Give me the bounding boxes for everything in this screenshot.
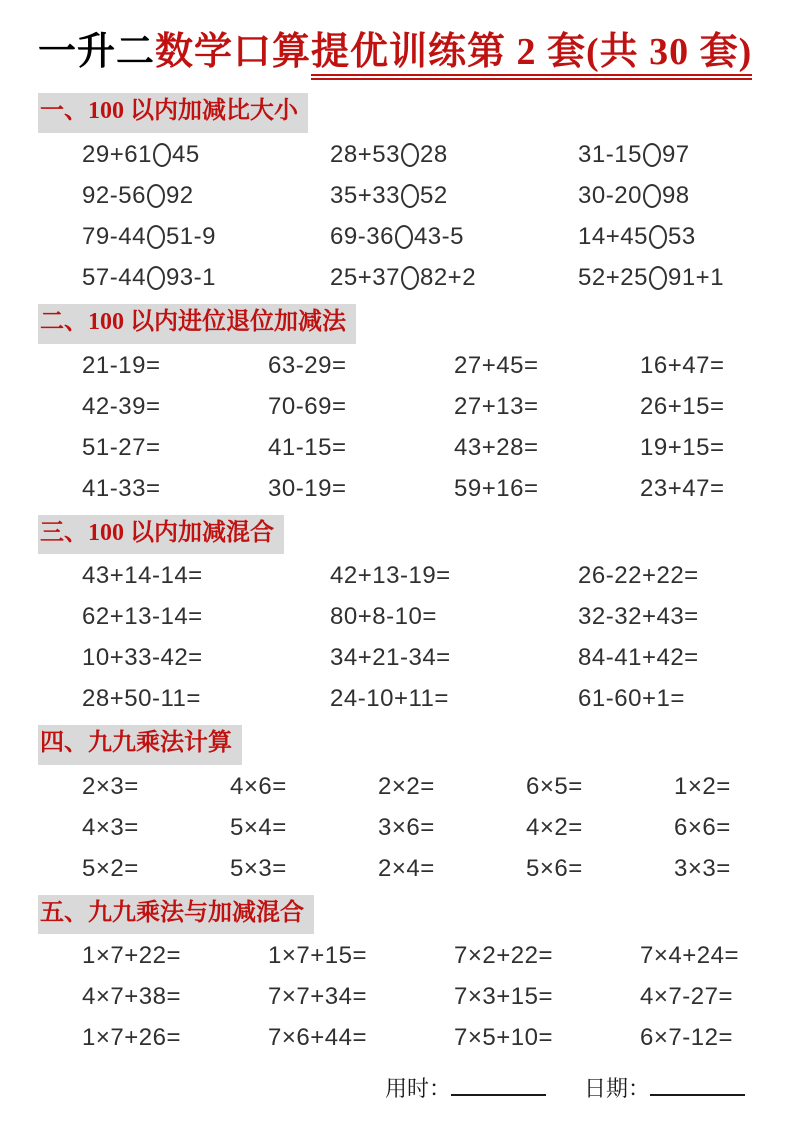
problem-cell: 4×2= (526, 813, 583, 841)
section-1 (38, 93, 745, 298)
section-heading: 三、100 以内加减混合 (38, 515, 284, 555)
problem-grid (82, 134, 745, 298)
problem-cell: 42+13-19= (330, 562, 451, 590)
problem-cell: 7×6+44= (268, 1024, 367, 1052)
problem-cell: 4×6= (230, 772, 287, 800)
problem-cell: 27+45= (454, 351, 539, 379)
problem-cell: 21-19= (82, 351, 161, 379)
problem-cell: 4×3= (82, 813, 139, 841)
problem-cell: 4×7-27= (640, 983, 733, 1011)
problem-cell: 5×2= (82, 854, 139, 882)
comparison-circle (401, 266, 419, 290)
comparison-circle (147, 225, 165, 249)
problem-cell: 92-56 92 (82, 181, 194, 209)
problem-cell: 30-20 98 (578, 181, 690, 209)
problem-cell: 19+15= (640, 433, 725, 461)
title-set-part: 提优训练第 2 套(共 30 套) (311, 31, 752, 80)
problem-cell: 42-39= (82, 392, 161, 420)
problem-cell: 41-33= (82, 474, 161, 502)
section-heading: 二、100 以内进位退位加减法 (38, 304, 356, 344)
problem-cell: 63-29= (268, 351, 347, 379)
problem-cell: 69-36 43-5 (330, 222, 465, 250)
date-label: 日期： (583, 1076, 650, 1102)
problem-cell: 25+37 82+2 (330, 263, 477, 291)
problem-cell: 16+47= (640, 351, 725, 379)
problem-cell: 27+13= (454, 392, 539, 420)
problem-cell: 28+53 28 (330, 140, 448, 168)
problem-cell: 43+14-14= (82, 562, 203, 590)
section-heading: 一、100 以内加减比大小 (38, 93, 308, 133)
problem-cell: 52+25 91+1 (578, 263, 725, 291)
comparison-circle (147, 266, 165, 290)
problem-cell: 84-41+42= (578, 644, 699, 672)
problem-grid (82, 555, 745, 719)
problem-cell: 23+47= (640, 474, 725, 502)
problem-cell: 1×7+15= (268, 942, 367, 970)
problem-cell: 14+45 53 (578, 222, 696, 250)
comparison-circle (649, 225, 667, 249)
problem-cell: 1×7+26= (82, 1024, 181, 1052)
problem-grid (82, 935, 745, 1058)
comparison-circle (395, 225, 413, 249)
problem-cell: 28+50-11= (82, 685, 201, 713)
problem-cell: 2×2= (378, 772, 435, 800)
problem-cell: 31-15 97 (578, 140, 690, 168)
problem-cell: 5×3= (230, 854, 287, 882)
footer (38, 1072, 745, 1103)
problem-cell: 61-60+1= (578, 685, 685, 713)
problem-cell: 6×6= (674, 813, 731, 841)
problem-cell: 30-19= (268, 474, 347, 502)
problem-cell: 24-10+11= (330, 685, 449, 713)
comparison-circle (401, 143, 419, 167)
problem-cell: 80+8-10= (330, 603, 437, 631)
problem-cell: 7×7+34= (268, 983, 367, 1011)
problem-cell: 6×7-12= (640, 1024, 733, 1052)
comparison-circle (401, 184, 419, 208)
problem-cell: 7×2+22= (454, 942, 553, 970)
problem-cell: 5×6= (526, 854, 583, 882)
problem-grid (82, 345, 745, 509)
problem-cell: 62+13-14= (82, 603, 203, 631)
time-blank-line (451, 1072, 546, 1096)
section-4 (38, 725, 745, 889)
comparison-circle (147, 184, 165, 208)
problem-cell: 26-22+22= (578, 562, 699, 590)
problem-cell: 41-15= (268, 433, 347, 461)
problem-cell: 3×6= (378, 813, 435, 841)
problem-cell: 32-32+43= (578, 603, 699, 631)
problem-cell: 7×3+15= (454, 983, 553, 1011)
problem-cell: 43+28= (454, 433, 539, 461)
date-blank-line (650, 1072, 745, 1096)
comparison-circle (643, 184, 661, 208)
problem-cell: 10+33-42= (82, 644, 203, 672)
comparison-circle (153, 143, 171, 167)
problem-cell: 6×5= (526, 772, 583, 800)
title-grade-part: 一升二 (38, 31, 156, 73)
problem-cell: 26+15= (640, 392, 725, 420)
section-2 (38, 304, 745, 509)
problem-cell: 5×4= (230, 813, 287, 841)
problem-cell: 34+21-34= (330, 644, 451, 672)
problem-cell: 2×4= (378, 854, 435, 882)
problem-cell: 57-44 93-1 (82, 263, 217, 291)
problem-cell: 4×7+38= (82, 983, 181, 1011)
problem-cell: 7×5+10= (454, 1024, 553, 1052)
page-title (38, 28, 753, 77)
problem-cell: 3×3= (674, 854, 731, 882)
problem-cell: 79-44 51-9 (82, 222, 217, 250)
problem-cell: 2×3= (82, 772, 139, 800)
problem-cell: 29+61 45 (82, 140, 200, 168)
comparison-circle (649, 266, 667, 290)
comparison-circle (643, 143, 661, 167)
section-heading: 四、九九乘法计算 (38, 725, 242, 765)
section-5 (38, 895, 745, 1059)
title-subject-part: 数学口算 (155, 31, 312, 73)
problem-cell: 1×7+22= (82, 942, 181, 970)
problem-cell: 7×4+24= (640, 942, 739, 970)
section-3 (38, 515, 745, 720)
problem-cell: 70-69= (268, 392, 347, 420)
sections-container (38, 93, 745, 1058)
section-heading: 五、九九乘法与加减混合 (38, 895, 314, 935)
problem-cell: 35+33 52 (330, 181, 448, 209)
problem-cell: 59+16= (454, 474, 539, 502)
problem-cell: 51-27= (82, 433, 161, 461)
problem-grid (82, 766, 745, 889)
time-label: 用时： (384, 1076, 451, 1102)
problem-cell: 1×2= (674, 772, 731, 800)
